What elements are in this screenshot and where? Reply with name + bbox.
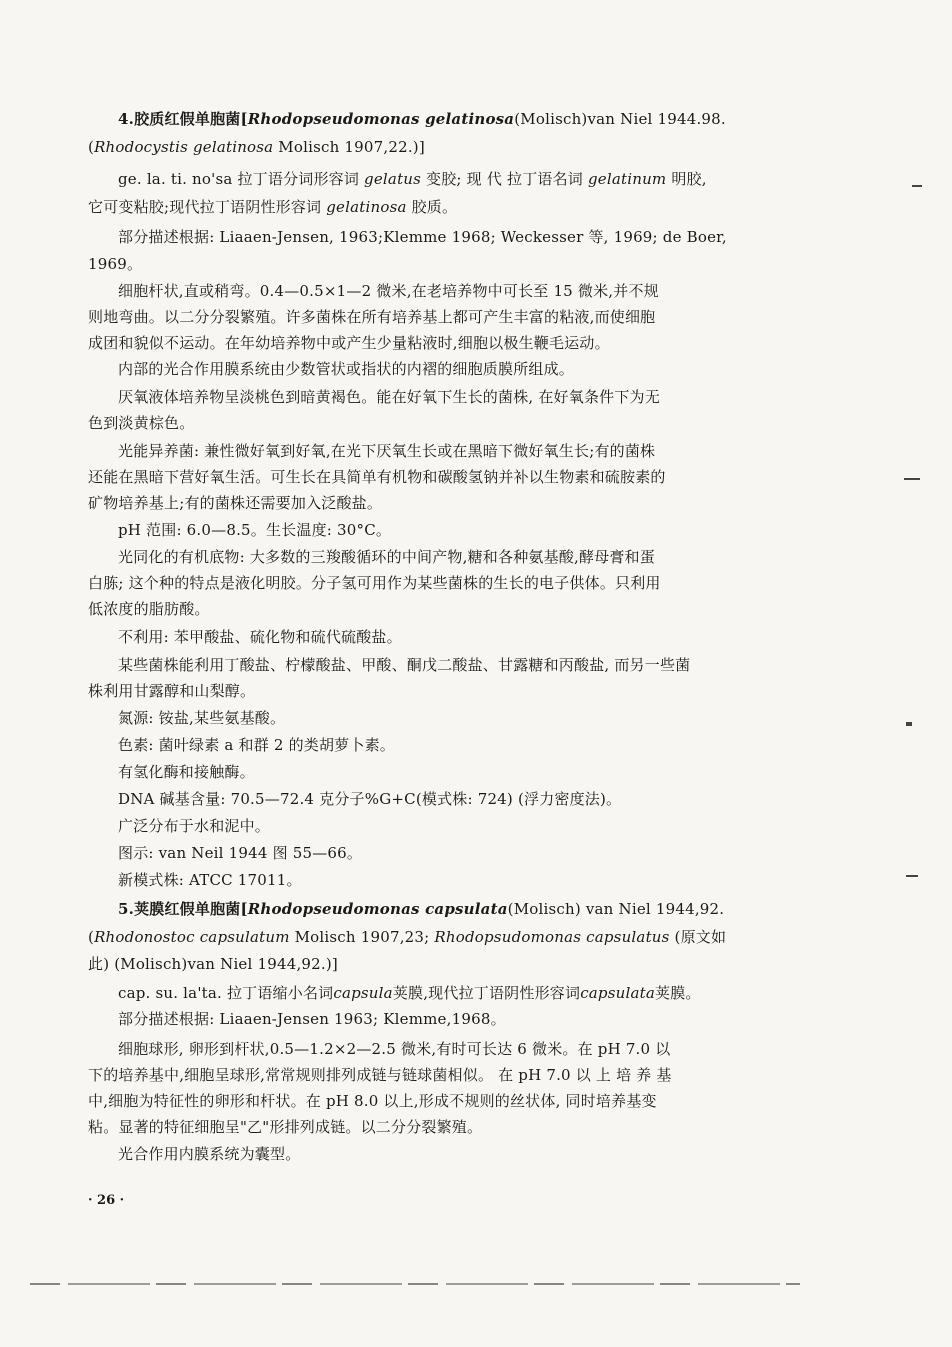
entry5-heading: [118, 898, 724, 920]
entry4-nitrogen: 氮源: 铵盐,某些氨基酸。: [118, 709, 286, 727]
entry5-authority: (Molisch) van Niel 1944,92.: [507, 900, 725, 918]
entry4-culture-l2: 色到淡黄棕色。: [88, 414, 195, 432]
page-number: · 26 ·: [88, 1193, 125, 1208]
entry4-metabolism-l3: 矿物培养基上;有的菌株还需要加入泛酸盐。: [88, 494, 383, 512]
entry4-synonym-name: Rhodocystis gelatinosa: [94, 138, 274, 156]
entry4-etymology-line1: ge. la. ti. no'sa 拉丁语分词形容词 gelatus 变胶; 现 代 拉丁语名词 gelatinum 明胶,: [118, 170, 707, 188]
entry5-synonym-l1: (Rhodonostoc capsulatum Molisch 1907,23; Rhodopsudomonas capsulatus (原文如: [88, 928, 727, 946]
entry4-morphology-l2: 则地弯曲。以二分分裂繁殖。许多菌株在所有培养基上都可产生丰富的粘液,而使细胞: [88, 308, 656, 326]
entry4-substrates-l3: 低浓度的脂肪酸。: [88, 600, 210, 618]
entry4-description-basis: 部分描述根据: Liaaen-Jensen, 1963;Klemme 1968; Weckesser 等, 1969; de Boer,: [118, 228, 727, 246]
entry4-description-basis-cont: 1969。: [88, 255, 143, 273]
entry5-description-basis: 部分描述根据: Liaaen-Jensen 1963; Klemme,1968。: [118, 1010, 506, 1028]
entry4-morphology-l1: 细胞杆状,直或稍弯。0.4—0.5×1—2 微米,在老培养物中可长至 15 微米,并不规: [118, 282, 659, 300]
entry5-morphology-l1: 细胞球形, 卵形到杆状,0.5—1.2×2—2.5 微米,有时可长达 6 微米。在 pH 7.0 以: [118, 1040, 671, 1058]
entry4-number: 4.: [118, 110, 135, 128]
entry5-morphology-l2: 下的培养基中,细胞呈球形,常常规则排列成链与链球菌相似。 在 pH 7.0 以 上 培 养 基: [88, 1066, 672, 1084]
entry5-chinese-name: 荚膜红假单胞菌[: [134, 900, 248, 918]
entry4-distribution: 广泛分布于水和泥中。: [118, 817, 271, 835]
entry4-ph-temp: pH 范围: 6.0—8.5。生长温度: 30°C。: [118, 521, 392, 539]
entry5-synonym-l2: 此) (Molisch)van Niel 1944,92.)]: [88, 955, 338, 973]
entry4-substrates-l1: 光同化的有机底物: 大多数的三羧酸循环的中间产物,糖和各种氨基酸,酵母膏和蛋: [118, 548, 655, 566]
entry4-neotype: 新模式株: ATCC 17011。: [118, 871, 302, 889]
entry5-morphology-l4: 粘。显著的特征细胞呈"乙"形排列成链。以二分分裂繁殖。: [88, 1118, 483, 1136]
entry4-chinese-name: 胶质红假单胞菌[: [134, 110, 248, 128]
entry4-morphology-l3: 成团和貌似不运动。在年幼培养物中或产生少量粘液时,细胞以极生鞭毛运动。: [88, 334, 610, 352]
scan-mark: [904, 478, 920, 480]
entry4-pigments: 色素: 菌叶绿素 a 和群 2 的类胡萝卜素。: [118, 736, 395, 754]
entry4-dna: DNA 碱基含量: 70.5—72.4 克分子%G+C(模式株: 724) (浮力密度法)。: [118, 790, 622, 808]
entry4-strain-use-l1: 某些菌株能利用丁酸盐、柠檬酸盐、甲酸、酮戊二酸盐、甘露糖和丙酸盐, 而另一些菌: [118, 656, 691, 674]
entry4-substrates-l2: 白胨; 这个种的特点是液化明胶。分子氢可用作为某些菌株的生长的电子供体。只利用: [88, 574, 661, 592]
entry4-enzymes: 有氢化酶和接触酶。: [118, 763, 255, 781]
scan-mark: [906, 722, 912, 726]
entry5-morphology-l3: 中,细胞为特征性的卵形和杆状。在 pH 8.0 以上,形成不规则的丝状体, 同时培养基变: [88, 1092, 657, 1110]
entry4-strain-use-l2: 株利用甘露醇和山梨醇。: [88, 682, 256, 700]
entry5-latin-name: Rhodopseudomonas capsulata: [247, 900, 508, 918]
entry4-heading: [118, 108, 726, 130]
entry4-culture-l1: 厌氧液体培养物呈淡桃色到暗黄褐色。能在好氧下生长的菌株, 在好氧条件下为无: [118, 388, 660, 406]
entry4-latin-name: Rhodopseudomonas gelatinosa: [247, 110, 515, 128]
scan-edge-line: [30, 1283, 800, 1285]
entry4-membrane: 内部的光合作用膜系统由少数管状或指状的内褶的细胞质膜所组成。: [118, 360, 575, 378]
entry4-etymology-line2: 它可变粘胶;现代拉丁语阴性形容词 gelatinosa 胶质。: [88, 198, 458, 216]
entry5-membrane: 光合作用内膜系统为囊型。: [118, 1145, 301, 1163]
entry4-metabolism-l2: 还能在黑暗下营好氧生活。可生长在具简单有机物和碳酸氢钠并补以生物素和硫胺素的: [88, 468, 666, 486]
entry5-number: 5.: [118, 900, 135, 918]
entry4-figures: 图示: van Neil 1944 图 55—66。: [118, 844, 363, 862]
entry4-synonym: (Rhodocystis gelatinosa Molisch 1907,22.)]: [88, 138, 425, 156]
entry4-authority: (Molisch)van Niel 1944.98.: [514, 110, 726, 128]
entry5-etymology: cap. su. la'ta. 拉丁语缩小名词capsula荚膜,现代拉丁语阴性形容词capsulata荚膜。: [118, 984, 701, 1002]
scan-mark: [912, 185, 922, 187]
entry4-not-used: 不利用: 苯甲酸盐、硫化物和硫代硫酸盐。: [118, 628, 402, 646]
scan-mark: [906, 875, 918, 877]
entry4-metabolism-l1: 光能异养菌: 兼性微好氧到好氧,在光下厌氧生长或在黑暗下微好氧生长;有的菌株: [118, 442, 656, 460]
